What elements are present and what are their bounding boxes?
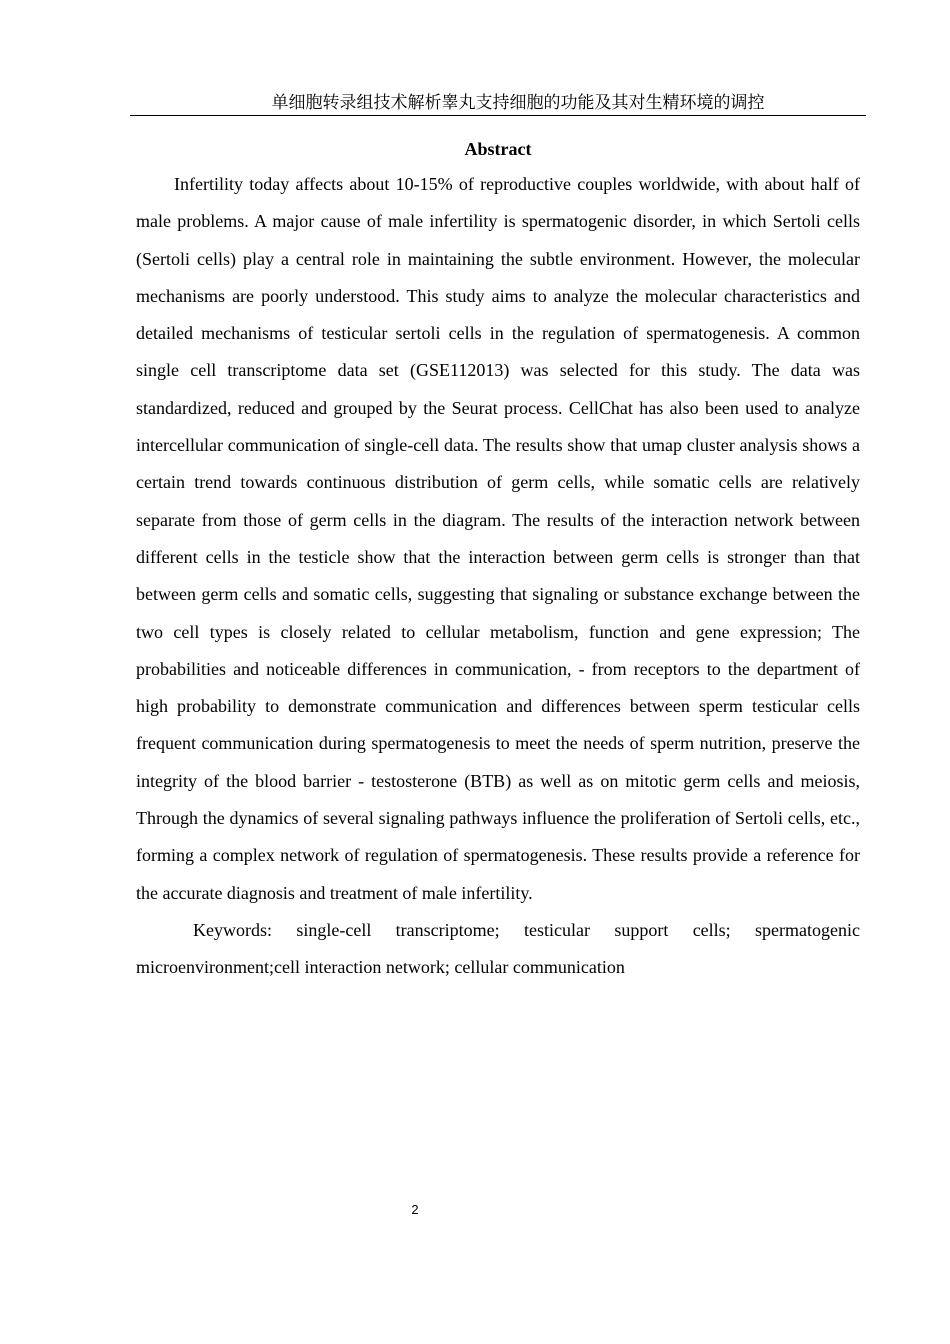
page-number: 2 xyxy=(411,1202,419,1217)
keywords-paragraph: Keywords: single-cell transcriptome; testicular support cells; spermatogenic microenvironment;cell interaction network; cellular communication xyxy=(136,919,860,978)
running-header-title: 单细胞转录组技术解析睾丸支持细胞的功能及其对生精环境的调控 xyxy=(271,93,765,113)
abstract-body: Infertility today affects about 10-15% of reproductive couples worldwide, with about half of male problems. A major cause of male infertility is spermatogenic disorder, in which Sertoli cells (Sertoli cells) play a central role in maintaining the subtle environment. However, the molecular mechanisms are poorly understood. This study aims to analyze the molecular characteristics and detailed mechanisms of testicular sertoli cells in the regulation of spermatogenesis. A common single cell transcriptome data set (GSE112013) was selected for this study. The data was standardized, reduced and grouped by the Seurat process. CellChat has also been used to analyze intercellular communication of single-cell data. The results show that umap cluster analysis shows a certain trend towards continuous distribution of germ cells, while somatic cells are relatively separate from those of germ cells in the diagram. The results of the interaction network between different cells in the testicle show that the interaction between germ cells is stronger than that between germ cells and somatic cells, suggesting that signaling or substance exchange between the two cell types is closely related to cellular metabolism, function and gene expression; The probabilities and noticeable differences in communication, - from receptors to the department of high probability to demonstrate communication and differences between sperm testicular cells frequent communication during spermatogenesis to meet the needs of sperm nutrition, preserve the integrity of the blood barrier - testosterone (BTB) as well as on mitotic germ cells and meiosis, Through the dynamics of several signaling pathways influence the proliferation of Sertoli cells, etc., forming a complex network of regulation of spermatogenesis. These results provide a reference for the accurate diagnosis and treatment of male infertility. xyxy=(136,174,860,903)
header-rule xyxy=(130,115,866,116)
abstract-section xyxy=(136,166,860,987)
abstract-heading: Abstract xyxy=(464,139,532,159)
